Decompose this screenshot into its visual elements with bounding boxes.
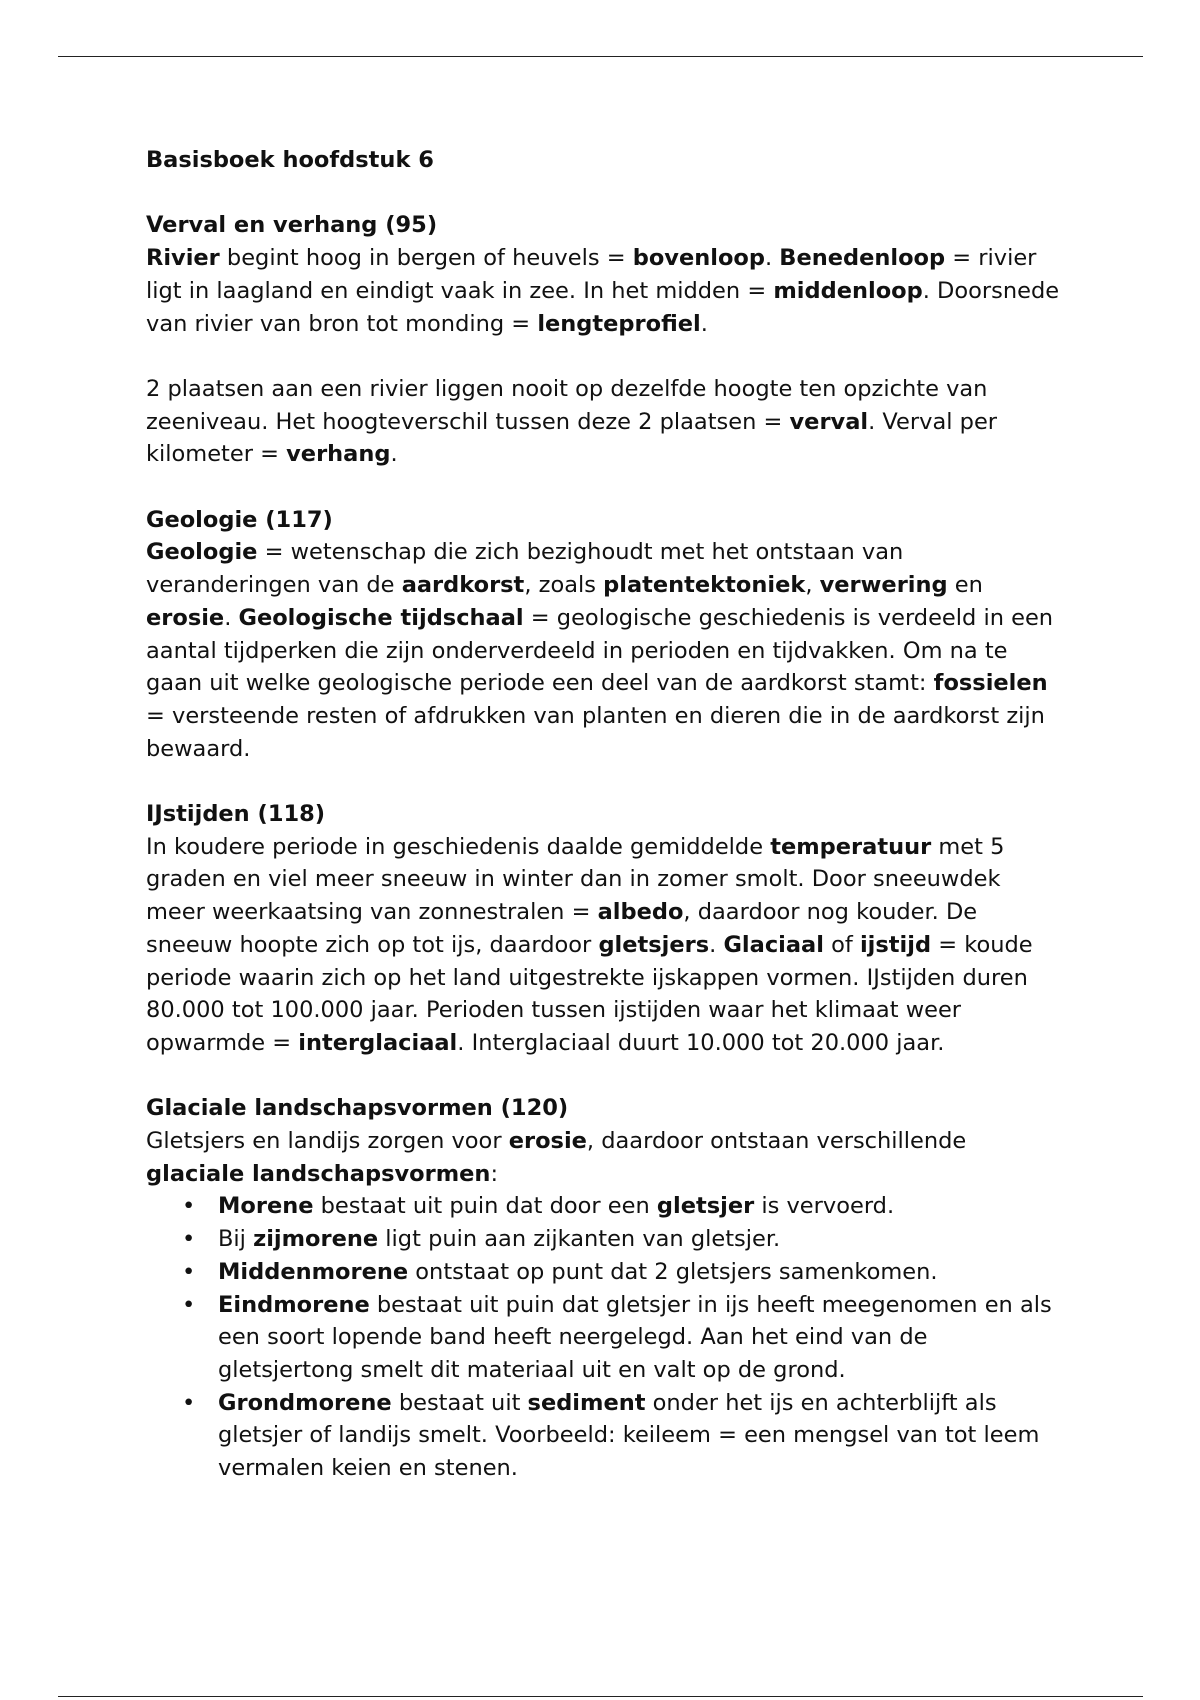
text-span: is vervoerd.	[754, 1193, 895, 1220]
text-span: onder het ijs en achterblijft als gletsjer of landijs smelt. Voorbeeld: keileem = een mengsel van tot leem vermalen keien en stenen.	[218, 1389, 1040, 1482]
section-glaciale-landschapsvormen	[146, 1092, 1061, 1484]
bullet-icon: •	[182, 1291, 196, 1318]
section-verval-en-verhang	[146, 209, 1061, 471]
text-span: ,	[805, 572, 820, 599]
term-bold: verhang	[286, 441, 391, 468]
list-item	[182, 1289, 1061, 1387]
text-span: .	[709, 931, 724, 958]
paragraph	[146, 536, 1061, 765]
term-bold: Benedenloop	[779, 245, 946, 272]
bullet-icon: •	[182, 1258, 196, 1285]
bullet-icon: •	[182, 1193, 196, 1220]
text-span: = versteende resten of afdrukken van planten en dieren die in de aardkorst zijn bewaard.	[146, 702, 1045, 762]
text-span: en	[947, 572, 983, 599]
text-span: ontstaat op punt dat 2 gletsjers samenkomen.	[408, 1258, 938, 1285]
paragraph	[146, 373, 1061, 471]
footer-divider	[58, 1696, 1143, 1697]
document-title: Basisboek hoofdstuk 6	[146, 147, 434, 173]
term-bold: sediment	[527, 1389, 646, 1416]
section-ijstijden	[146, 798, 1061, 1060]
text-span: = wetenschap die zich bezighoudt met het ontstaan van veranderingen van de	[146, 539, 904, 599]
term-bold: Glaciaal	[723, 931, 824, 958]
term-bold: gletsjer	[656, 1193, 755, 1220]
text-span: bestaat uit	[391, 1389, 528, 1416]
document-body	[146, 144, 1061, 1517]
text-span: .	[390, 441, 398, 468]
term-bold: verval	[789, 408, 869, 435]
section-heading: Verval en verhang (95)	[146, 212, 438, 239]
text-span: met 5 graden en viel meer sneeuw in winter dan in zomer smolt. Door sneeuwdek meer weerkaatsing van zonnestralen =	[146, 833, 1005, 926]
section-heading: Glaciale landschapsvormen (120)	[146, 1095, 569, 1122]
term-bold: ijstijd	[859, 931, 932, 958]
list-item	[182, 1387, 1061, 1485]
text-span: .	[224, 604, 239, 631]
term-bold: middenloop	[773, 277, 923, 304]
term-bold: Middenmorene	[218, 1258, 409, 1285]
header-divider	[58, 56, 1143, 57]
text-span: Gletsjers en landijs zorgen voor	[146, 1128, 509, 1155]
section-heading: IJstijden (118)	[146, 801, 326, 827]
text-span: begint hoog in bergen of heuvels =	[219, 245, 633, 272]
text-span: :	[490, 1160, 499, 1187]
section-geologie	[146, 504, 1061, 766]
bullet-icon: •	[182, 1389, 196, 1416]
term-bold: interglaciaal	[298, 1029, 458, 1056]
list-item	[182, 1223, 1061, 1256]
paragraph	[146, 1125, 1061, 1190]
term-bold: lengteprofiel	[537, 310, 701, 337]
text-span: ligt puin aan zijkanten van gletsjer.	[378, 1226, 781, 1253]
term-bold: Grondmorene	[218, 1389, 392, 1416]
term-bold: erosie	[508, 1128, 587, 1155]
text-span: . Doorsnede van rivier van bron tot monding =	[146, 277, 1060, 337]
text-span: . Verval per kilometer =	[146, 408, 998, 468]
term-bold: zijmorene	[253, 1226, 379, 1253]
term-bold: aardkorst	[401, 572, 525, 599]
text-span: = geologische geschiedenis is verdeeld in een aantal tijdperken die zijn onderverdeeld in perioden en tijdvakken. Om na te gaan uit welke geologische periode een deel van de aardkorst stamt:	[146, 604, 1054, 697]
term-bold: fossielen	[933, 670, 1048, 697]
text-span: of	[823, 931, 860, 958]
text-span: = koude periode waarin zich op het land uitgestrekte ijskappen vormen. IJstijden duren 80.000 tot 100.000 jaar. Perioden tussen ijstijden waar het klimaat weer opwarmde =	[146, 931, 1033, 1056]
text-span: bestaat uit puin dat door een	[313, 1193, 657, 1220]
text-span: In koudere periode in geschiedenis daalde gemiddelde	[146, 833, 771, 860]
text-span: , daardoor nog kouder. De sneeuw hoopte zich op tot ijs, daardoor	[146, 899, 978, 958]
list-item	[182, 1256, 1061, 1289]
text-span: bestaat uit puin dat gletsjer in ijs heeft meegenomen en als een soort lopende band heeft neergelegd. Aan het eind van de gletsjertong smelt dit materiaal uit en valt op de grond.	[218, 1291, 1052, 1383]
paragraph	[146, 831, 1061, 1060]
term-bold: albedo	[597, 899, 684, 926]
term-bold: bovenloop	[632, 245, 765, 272]
term-bold: Geologische tijdschaal	[238, 604, 524, 631]
term-bold: erosie	[146, 604, 225, 631]
paragraph	[146, 242, 1061, 340]
term-bold: Morene	[218, 1193, 314, 1220]
term-bold: Geologie	[146, 539, 258, 566]
text-span: Bij	[218, 1226, 254, 1253]
term-bold: Rivier	[146, 245, 220, 272]
term-bold: Eindmorene	[218, 1291, 370, 1318]
text-span: . Interglaciaal duurt 10.000 tot 20.000 jaar.	[457, 1029, 945, 1056]
bullet-list	[146, 1190, 1061, 1484]
text-span: .	[700, 310, 708, 337]
bullet-icon: •	[182, 1226, 196, 1253]
section-heading: Geologie (117)	[146, 506, 333, 533]
term-bold: temperatuur	[770, 833, 932, 860]
term-bold: verwering	[819, 572, 948, 599]
term-bold: glaciale landschapsvormen	[146, 1160, 491, 1187]
text-span: .	[764, 245, 780, 272]
list-item	[182, 1190, 1061, 1223]
text-span: 2 plaatsen aan een rivier liggen nooit op dezelfde hoogte ten opzichte van zeeniveau. Het hoogteverschil tussen deze 2 plaatsen =	[146, 375, 988, 435]
text-span: , daardoor ontstaan verschillende	[586, 1128, 967, 1155]
text-span: = rivier ligt in laagland en eindigt vaak in zee. In het midden =	[146, 245, 1037, 304]
term-bold: gletsjers	[598, 931, 710, 958]
text-span: , zoals	[524, 572, 604, 599]
term-bold: platentektoniek	[603, 572, 806, 599]
